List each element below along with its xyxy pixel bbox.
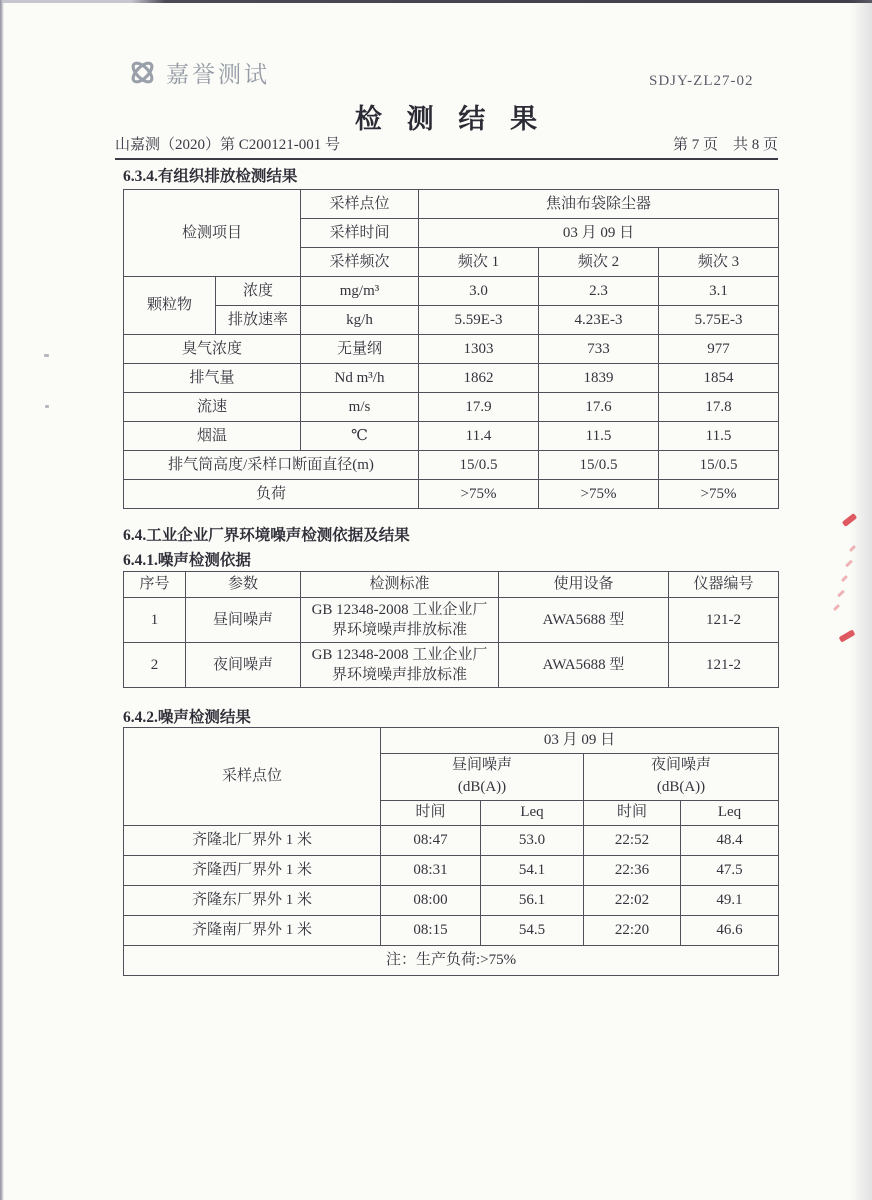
emission-rate-value: 5.59E-3 bbox=[419, 306, 539, 335]
concentration-value: 3.1 bbox=[659, 277, 779, 306]
document-number-row bbox=[115, 133, 778, 160]
row-standard: GB 12348-2008 工业企业厂界环境噪声排放标准 bbox=[301, 598, 499, 643]
stack-label: 排气筒高度/采样口断面直径(m) bbox=[124, 451, 419, 480]
sampling-point: 齐隆北厂界外 1 米 bbox=[124, 825, 381, 855]
concentration-value: 3.0 bbox=[419, 277, 539, 306]
night-leq: 47.5 bbox=[681, 855, 779, 885]
emission-rate-unit: kg/h bbox=[301, 306, 419, 335]
table-note-row bbox=[124, 945, 779, 975]
row-device: AWA5688 型 bbox=[499, 643, 669, 688]
table-row bbox=[124, 915, 779, 945]
item-label-cell: 检测项目 bbox=[124, 190, 301, 277]
table-row bbox=[124, 855, 779, 885]
row-code: 121-2 bbox=[669, 643, 779, 688]
scan-edge-left bbox=[0, 0, 4, 1200]
point-label-cell: 采样点位 bbox=[124, 728, 381, 826]
table-row bbox=[124, 480, 779, 509]
load-value: >75% bbox=[539, 480, 659, 509]
stack-value: 15/0.5 bbox=[419, 451, 539, 480]
stack-value: 15/0.5 bbox=[539, 451, 659, 480]
night-time: 22:36 bbox=[584, 855, 681, 885]
smoke-temp-value: 11.5 bbox=[659, 422, 779, 451]
odor-unit: 无量纲 bbox=[301, 335, 419, 364]
night-leq: 48.4 bbox=[681, 825, 779, 855]
particulate-label: 颗粒物 bbox=[124, 277, 216, 335]
concentration-unit: mg/m³ bbox=[301, 277, 419, 306]
exhaust-volume-unit: Nd m³/h bbox=[301, 364, 419, 393]
section-heading-noise-main: 6.4.工业企业厂界环境噪声检测依据及结果 bbox=[123, 527, 410, 544]
exhaust-volume-value: 1854 bbox=[659, 364, 779, 393]
document-number: 山嘉测（2020）第 C200121-001 号 bbox=[115, 137, 341, 153]
smoke-temp-label: 烟温 bbox=[124, 422, 301, 451]
row-standard: GB 12348-2008 工业企业厂界环境噪声排放标准 bbox=[301, 643, 499, 688]
section-heading-noise-basis: 6.4.1.噪声检测依据 bbox=[123, 552, 251, 569]
scan-edge-right bbox=[850, 0, 872, 1200]
sampling-point: 齐隆东厂界外 1 米 bbox=[124, 885, 381, 915]
scan-speck bbox=[45, 405, 49, 408]
row-no: 1 bbox=[124, 598, 186, 643]
day-time: 08:31 bbox=[381, 855, 481, 885]
load-value: >75% bbox=[419, 480, 539, 509]
emission-results-table bbox=[123, 189, 779, 509]
table-row bbox=[124, 364, 779, 393]
load-value: >75% bbox=[659, 480, 779, 509]
company-name: 嘉誉测试 bbox=[166, 62, 270, 87]
odor-value: 733 bbox=[539, 335, 659, 364]
page-title: 检 测 结 果 bbox=[354, 104, 547, 134]
night-time-header: 时间 bbox=[584, 800, 681, 825]
day-time: 08:00 bbox=[381, 885, 481, 915]
table-row bbox=[124, 451, 779, 480]
red-stamp-text-fragment bbox=[841, 575, 848, 582]
col-header-code: 仪器编号 bbox=[669, 572, 779, 598]
exhaust-volume-value: 1862 bbox=[419, 364, 539, 393]
table-row bbox=[124, 422, 779, 451]
sampling-time-value: 03 月 09 日 bbox=[419, 219, 779, 248]
day-noise-header bbox=[381, 754, 584, 801]
concentration-value: 2.3 bbox=[539, 277, 659, 306]
flow-speed-unit: m/s bbox=[301, 393, 419, 422]
night-time: 22:02 bbox=[584, 885, 681, 915]
night-noise-header bbox=[584, 754, 779, 801]
table-row bbox=[124, 598, 779, 643]
flow-speed-value: 17.8 bbox=[659, 393, 779, 422]
exhaust-volume-label: 排气量 bbox=[124, 364, 301, 393]
table-row bbox=[124, 277, 779, 306]
sampling-time-label: 采样时间 bbox=[301, 219, 419, 248]
table-header-row bbox=[124, 572, 779, 598]
col-header-device: 使用设备 bbox=[499, 572, 669, 598]
smoke-temp-value: 11.5 bbox=[539, 422, 659, 451]
row-param: 夜间噪声 bbox=[186, 643, 301, 688]
col-header-param: 参数 bbox=[186, 572, 301, 598]
row-no: 2 bbox=[124, 643, 186, 688]
day-leq: 56.1 bbox=[481, 885, 584, 915]
noise-results-table bbox=[123, 727, 779, 976]
company-logo bbox=[126, 56, 270, 89]
table-row bbox=[124, 190, 779, 219]
day-leq: 54.1 bbox=[481, 855, 584, 885]
table-row bbox=[124, 825, 779, 855]
scan-speck bbox=[44, 354, 49, 357]
frequency-2: 频次 2 bbox=[539, 248, 659, 277]
sampling-point-value: 焦油布袋除尘器 bbox=[419, 190, 779, 219]
col-header-no: 序号 bbox=[124, 572, 186, 598]
night-time: 22:52 bbox=[584, 825, 681, 855]
day-time: 08:47 bbox=[381, 825, 481, 855]
night-leq: 49.1 bbox=[681, 885, 779, 915]
noise-basis-table bbox=[123, 571, 779, 688]
table-row bbox=[124, 643, 779, 688]
frequency-1: 频次 1 bbox=[419, 248, 539, 277]
flow-speed-value: 17.6 bbox=[539, 393, 659, 422]
row-param: 昼间噪声 bbox=[186, 598, 301, 643]
flow-speed-value: 17.9 bbox=[419, 393, 539, 422]
section-heading-organized-emission: 6.3.4.有组织排放检测结果 bbox=[123, 168, 298, 185]
odor-value: 1303 bbox=[419, 335, 539, 364]
day-time-header: 时间 bbox=[381, 800, 481, 825]
row-device: AWA5688 型 bbox=[499, 598, 669, 643]
exhaust-volume-value: 1839 bbox=[539, 364, 659, 393]
date-cell: 03 月 09 日 bbox=[381, 728, 779, 754]
day-leq: 53.0 bbox=[481, 825, 584, 855]
day-noise-label: 昼间噪声 bbox=[451, 757, 512, 773]
day-time: 08:15 bbox=[381, 915, 481, 945]
concentration-label: 浓度 bbox=[216, 277, 301, 306]
page-number-info: 第 7 页 共 8 页 bbox=[672, 137, 778, 153]
table-row bbox=[124, 306, 779, 335]
night-leq-header: Leq bbox=[681, 800, 779, 825]
frequency-3: 频次 3 bbox=[659, 248, 779, 277]
stack-value: 15/0.5 bbox=[659, 451, 779, 480]
load-label: 负荷 bbox=[124, 480, 419, 509]
table-header-row bbox=[124, 728, 779, 754]
odor-value: 977 bbox=[659, 335, 779, 364]
sampling-point: 齐隆南厂界外 1 米 bbox=[124, 915, 381, 945]
smoke-temp-value: 11.4 bbox=[419, 422, 539, 451]
odor-label: 臭气浓度 bbox=[124, 335, 301, 364]
row-code: 121-2 bbox=[669, 598, 779, 643]
emission-rate-label: 排放速率 bbox=[216, 306, 301, 335]
night-noise-label: 夜间噪声 bbox=[651, 757, 712, 773]
night-leq: 46.6 bbox=[681, 915, 779, 945]
red-stamp-text-fragment bbox=[837, 590, 845, 598]
frequency-label: 采样频次 bbox=[301, 248, 419, 277]
scan-edge-top bbox=[0, 0, 872, 3]
night-time: 22:20 bbox=[584, 915, 681, 945]
sampling-point: 齐隆西厂界外 1 米 bbox=[124, 855, 381, 885]
table-row bbox=[124, 335, 779, 364]
production-load-note: 注：生产负荷:>75% bbox=[124, 945, 779, 975]
emission-rate-value: 5.75E-3 bbox=[659, 306, 779, 335]
red-stamp-text-fragment bbox=[833, 604, 840, 611]
form-code: SDJY-ZL27-02 bbox=[649, 73, 754, 89]
smoke-temp-unit: ℃ bbox=[301, 422, 419, 451]
col-header-standard: 检测标准 bbox=[301, 572, 499, 598]
day-leq: 54.5 bbox=[481, 915, 584, 945]
knot-logo-icon bbox=[126, 56, 159, 89]
table-row bbox=[124, 393, 779, 422]
table-row bbox=[124, 885, 779, 915]
sampling-point-label: 采样点位 bbox=[301, 190, 419, 219]
night-noise-unit: (dB(A)) bbox=[656, 778, 706, 795]
day-noise-unit: (dB(A)) bbox=[457, 778, 507, 795]
day-leq-header: Leq bbox=[481, 800, 584, 825]
flow-speed-label: 流速 bbox=[124, 393, 301, 422]
emission-rate-value: 4.23E-3 bbox=[539, 306, 659, 335]
section-heading-noise-results: 6.4.2.噪声检测结果 bbox=[123, 709, 251, 726]
